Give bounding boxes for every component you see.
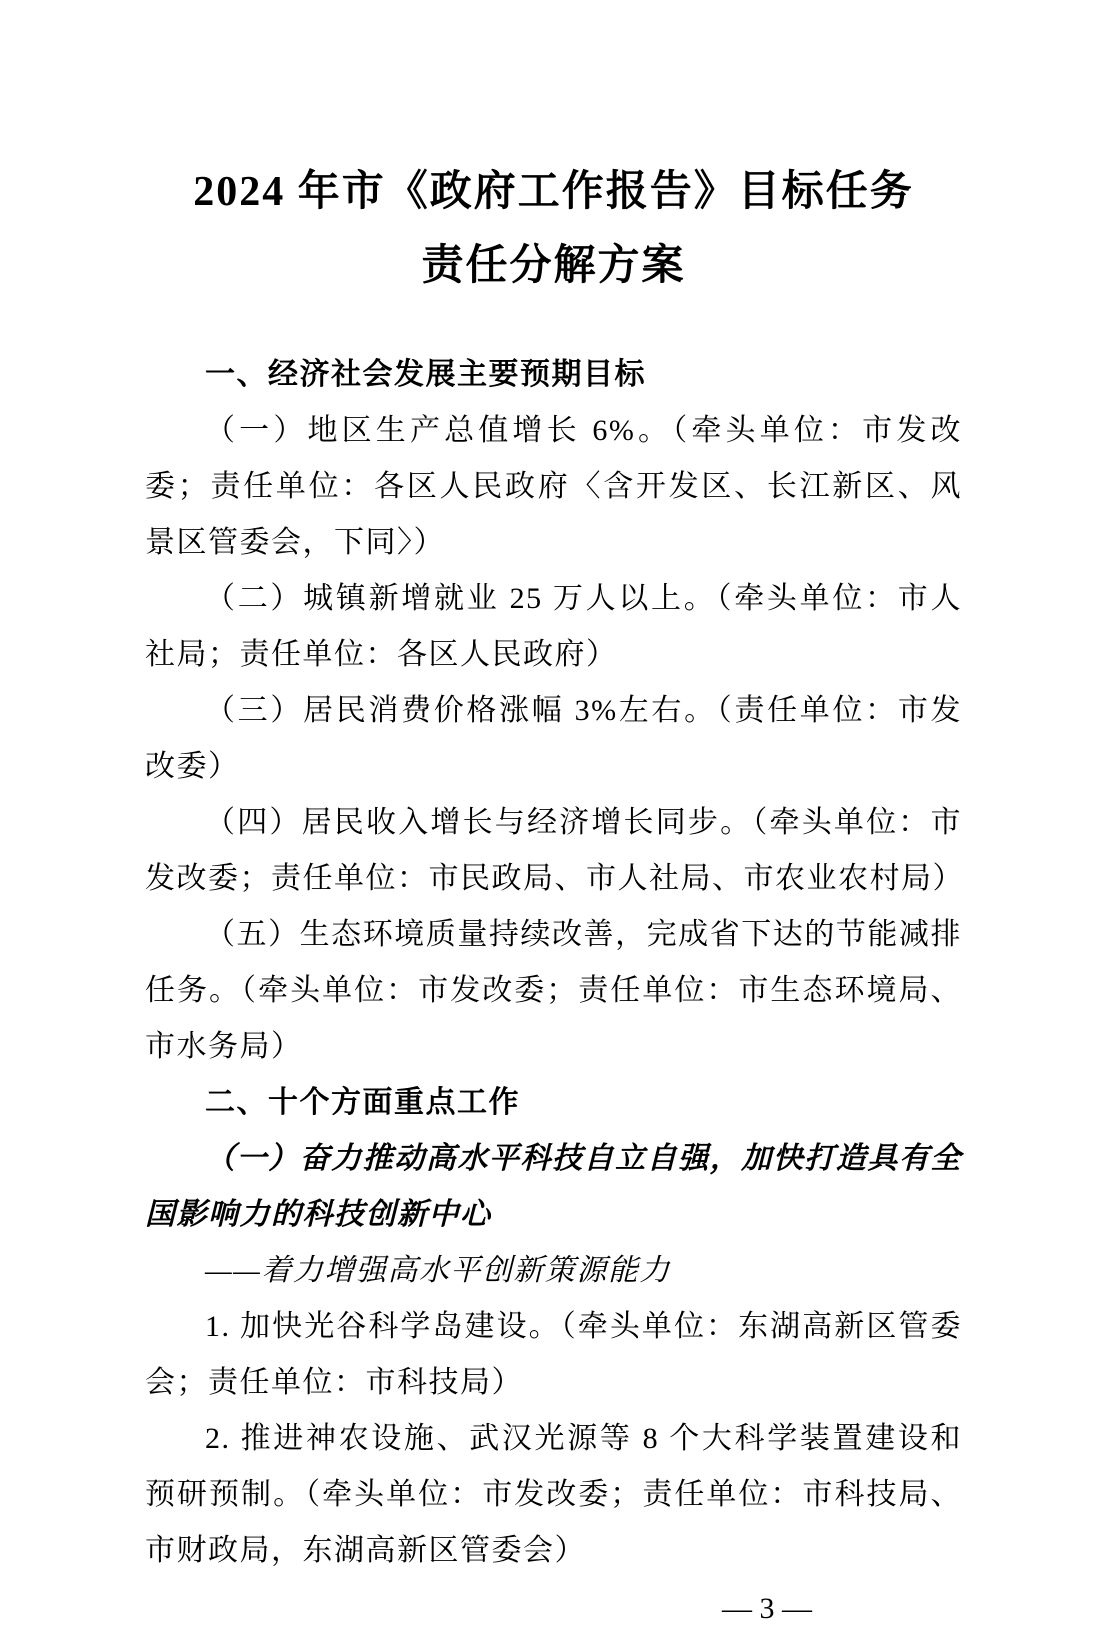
section-2-item-1: 1. 加快光谷科学岛建设。（牵头单位：东湖高新区管委会；责任单位：市科技局） <box>145 1310 962 1399</box>
page-number: — 3 — <box>722 1592 812 1625</box>
section-2-item-2: 2. 推进神农设施、武汉光源等 8 个大科学装置建设和预研预制。（牵头单位：市发改委；责任单位：市科技局、市财政局，东湖高新区管委会） <box>145 1422 962 1567</box>
document-body <box>145 347 962 1579</box>
section-2-subsection-lead: ——着力增强高水平创新策源能力 <box>205 1254 671 1287</box>
section-1-item-2: （二）城镇新增就业 25 万人以上。（牵头单位：市人社局；责任单位：各区人民政府） <box>145 582 962 671</box>
title-line-2: 责任分解方案 <box>421 243 686 289</box>
section-1-heading: 一、经济社会发展主要预期目标 <box>205 357 646 392</box>
title-line-1: 2024 年市《政府工作报告》目标任务 <box>193 169 914 215</box>
section-1-item-4: （四）居民收入增长与经济增长同步。（牵头单位：市发改委；责任单位：市民政局、市人社局、市农业农村局） <box>145 806 964 895</box>
section-1-item-5: （五）生态环境质量持续改善，完成省下达的节能减排任务。（牵头单位：市发改委；责任单位：市生态环境局、市水务局） <box>145 918 962 1063</box>
section-2-heading: 二、十个方面重点工作 <box>205 1085 520 1120</box>
section-1-item-1: （一）地区生产总值增长 6%。（牵头单位：市发改委；责任单位：各区人民政府〈含开发区、长江新区、风景区管委会，下同〉） <box>145 414 962 559</box>
section-2-subsection-heading: （一）奋力推动高水平科技自立自强，加快打造具有全国影响力的科技创新中心 <box>145 1142 962 1231</box>
section-1-item-3: （三）居民消费价格涨幅 3%左右。（责任单位：市发改委） <box>145 694 962 783</box>
document-title <box>145 155 962 303</box>
